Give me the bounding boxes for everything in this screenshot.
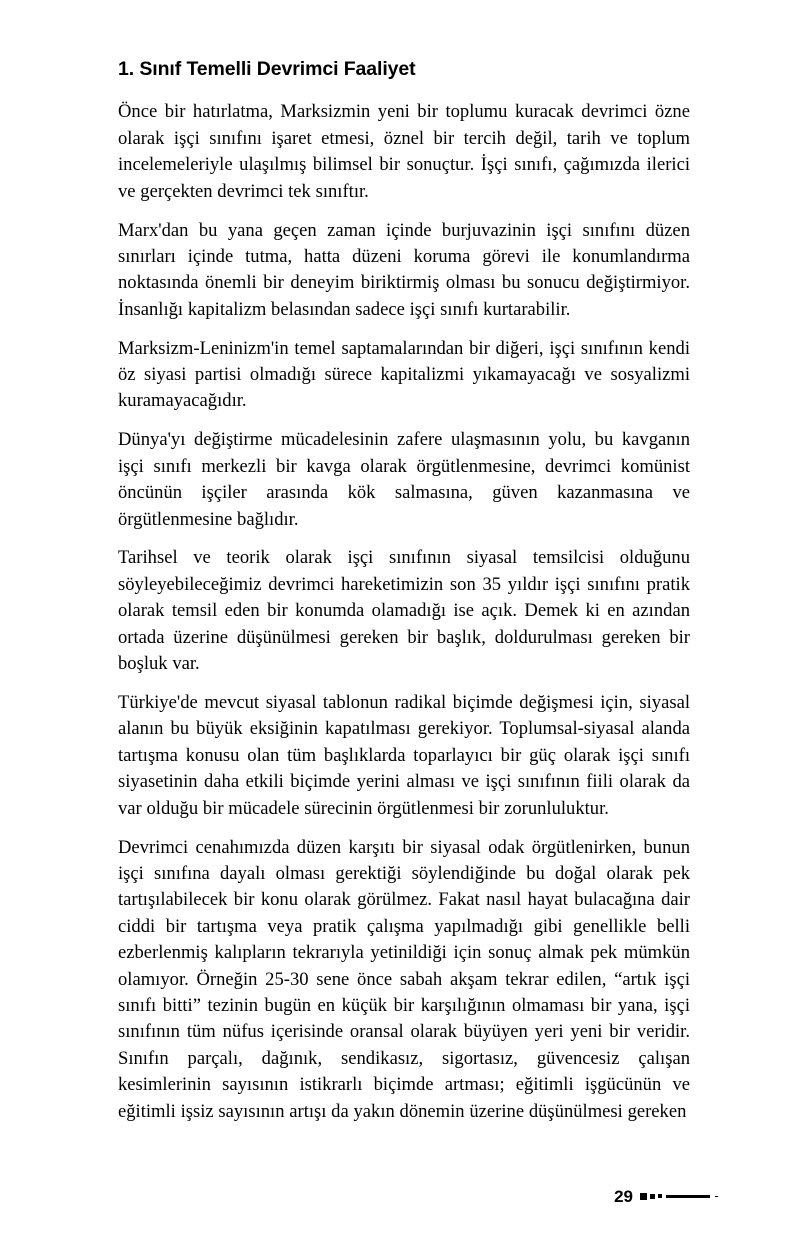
body-paragraph: Marx'dan bu yana geçen zaman içinde burjuvazinin işçi sınıfını düzen sınırları içinde tutma, hatta düzeni koruma görevi ile konumlandırma noktasında önemli bir deneyim biriktirmiş olması bu sonucu değiştirmiyor. İnsanlığı kapitalizm belasından sadece işçi sınıfı kurtarabilir. bbox=[118, 219, 690, 320]
ornament-square-small bbox=[658, 1194, 662, 1198]
square-dots-rule-ornament-icon bbox=[640, 1193, 718, 1201]
ornament-square-large bbox=[640, 1193, 647, 1200]
ornament-square-medium bbox=[650, 1194, 655, 1199]
body-paragraph: Marksizm-Leninizm'in temel saptamalarından bir diğeri, işçi sınıfının kendi öz siyasi partisi olmadığı sürece kapitalizmi yıkamayacağı ve sosyalizmi kuramayacağıdır. bbox=[118, 337, 690, 412]
body-paragraph: Önce bir hatırlatma, Marksizmin yeni bir toplumu kuracak devrimci özne olarak işçi sınıfını işaret etmesi, öznel bir tercih değil, tarih ve toplum incelemeleriyle ulaşılmış bilimsel bir sonuçtur. İşçi sınıfı, çağımızda ilerici ve gerçekten devrimci tek sınıftır. bbox=[118, 101, 690, 202]
page-footer bbox=[0, 1181, 798, 1241]
body-paragraph: Tarihsel ve teorik olarak işçi sınıfının siyasal temsilcisi olduğunu söyleyebileceğimiz devrimci hareketimizin son 35 yıldır işçi sınıfını pratik olarak temsil eden bir konumda olamadığı ise açık. Demek ki en azından ortada üzerine düşünülmesi gereken bir başlık, doldurulması gereken bir boşluk var. bbox=[118, 547, 690, 675]
page-title: 1. Sınıf Temelli Devrimci Faaliyet bbox=[118, 58, 416, 80]
ornament-rule bbox=[666, 1195, 710, 1198]
ornament-rule-tip bbox=[715, 1196, 718, 1197]
body-paragraph: Devrimci cenahımızda düzen karşıtı bir siyasal odak örgütlenirken, bunun işçi sınıfına dayalı olması gerektiği söylendiğinde bu doğal olarak pek tartışılabilecek bir konu olarak görülmez. Fakat nasıl hayat bulacağına dair ciddi bir tartışma veya pratik çalışma yapılmadığı gibi genellikle belli ezberlenmiş kalıpların tekrarıyla yetinildiği için sonuç almak pek mümkün olamıyor. Örneğin 25-30 sene önce sabah akşam tekrar edilen, “artık işçi sınıfı bitti” tezinin bugün en küçük bir karşılığının olmaması bir yana, işçi sınıfının tüm nüfus içerisinde oransal olarak büyüyen yeri yeni bir veridir. Sınıfın parçalı, dağınık, sendikasız, sigortasız, güvencesiz çalışan kesimlerinin sayısının istikrarlı biçimde artması; eğitimli işgücünün ve eğitimli işsiz sayısının artışı da yakın dönemin üzerine düşünülmesi gereken bbox=[118, 836, 690, 1122]
body-paragraph: Türkiye'de mevcut siyasal tablonun radikal biçimde değişmesi için, siyasal alanın bu büyük eksiğinin kapatılması gerekiyor. Toplumsal-siyasal alanda tartışma konusu olan tüm başlıklarda toparlayıcı bir güç olarak işçi sınıfı siyasetinin daha etkili biçimde yerini alması ve işçi sınıfının fiili olarak da var olduğu bir mücadele sürecinin örgütlenmesi bir zorunluluktur. bbox=[118, 692, 690, 819]
folio bbox=[614, 1188, 718, 1205]
page-number: 29 bbox=[614, 1187, 633, 1206]
page-content bbox=[118, 58, 690, 1125]
body-paragraph: Dünya'yı değiştirme mücadelesinin zafere ulaşmasının yolu, bu kavganın işçi sınıfı merkezli bir kavga olarak örgütlenmesine, devrimci komünist öncünün işçiler arasında kök salmasına, güven kazanmasına ve örgütlenmesine bağlıdır. bbox=[118, 429, 690, 530]
